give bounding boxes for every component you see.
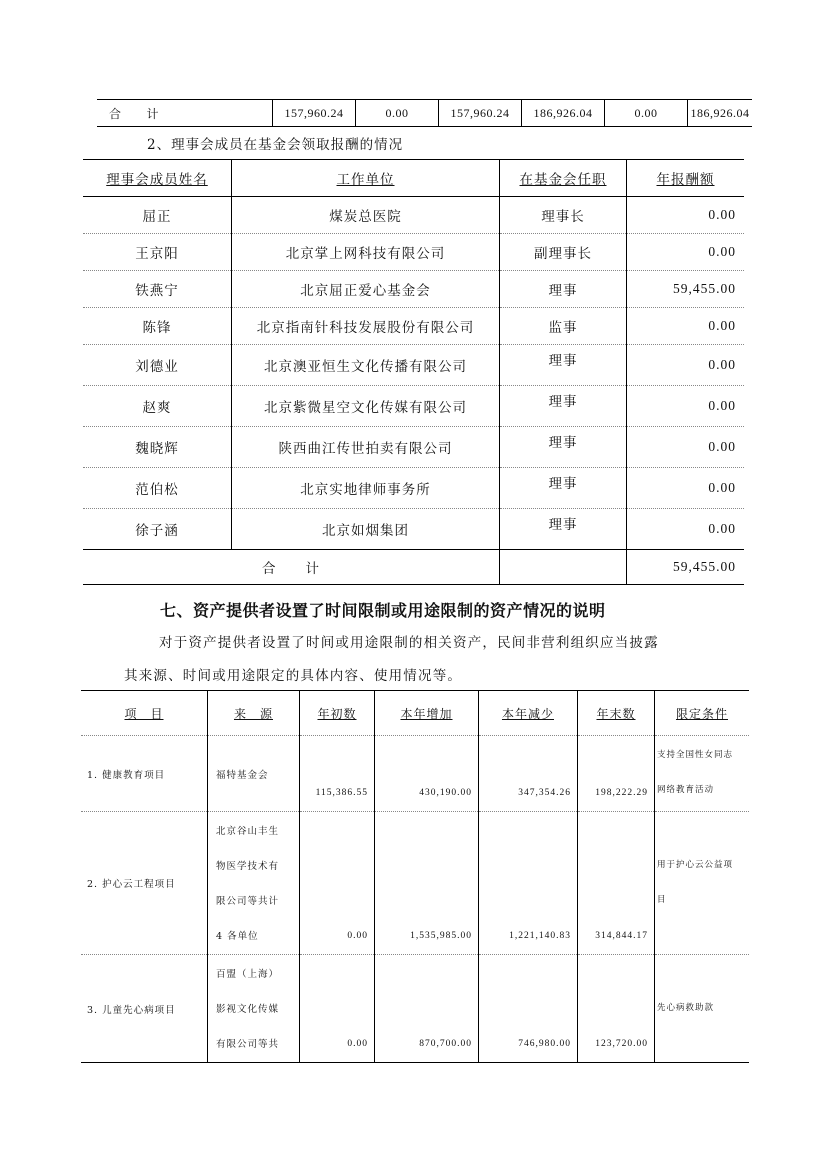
director-pay: 0.00: [627, 308, 745, 345]
asset-end: 123,720.00: [578, 955, 655, 1063]
asset-source: 福特基金会: [208, 736, 300, 812]
director-unit: 北京实地律师事务所: [232, 468, 500, 509]
table-row: [83, 234, 744, 271]
asset-end: 314,844.17: [578, 812, 655, 955]
total-value: 157,960.24: [273, 100, 356, 127]
director-pay: 0.00: [627, 345, 745, 386]
director-unit: 北京掌上网科技有限公司: [232, 234, 500, 271]
table-row: [83, 345, 744, 386]
director-unit: 陕西曲江传世拍卖有限公司: [232, 427, 500, 468]
asset-begin: 0.00: [300, 812, 375, 955]
asset-increase: 430,190.00: [375, 736, 479, 812]
table-row: [83, 427, 744, 468]
section2-heading: 2、理事会成员在基金会领取报酬的情况: [147, 137, 404, 153]
table-row: [83, 197, 744, 234]
director-name: 屈正: [83, 197, 232, 234]
director-unit: 北京紫微星空文化传媒有限公司: [232, 386, 500, 427]
director-position: 理事长: [500, 197, 627, 234]
header-end: 年末数: [578, 691, 655, 736]
total-value: 0.00: [356, 100, 439, 127]
asset-source: 百盟（上海） 影视文化传媒 有限公司等共: [208, 955, 300, 1063]
restricted-assets-table: [81, 690, 749, 1063]
header-pay: 年报酬额: [627, 160, 745, 197]
header-position: 在基金会任职: [500, 160, 627, 197]
director-name: 赵爽: [83, 386, 232, 427]
asset-condition: 支持全国性女同志 网络教育活动: [655, 736, 750, 812]
header-source: 来 源: [208, 691, 300, 736]
director-name: 铁燕宁: [83, 271, 232, 308]
section7-heading: 七、资产提供者设置了时间限制或用途限制的资产情况的说明: [160, 601, 606, 620]
director-position: 理事: [500, 427, 627, 468]
director-unit: 北京指南针科技发展股份有限公司: [232, 308, 500, 345]
director-name: 刘德业: [83, 345, 232, 386]
header-name: 理事会成员姓名: [83, 160, 232, 197]
table-row: [83, 509, 744, 550]
director-position: 理事: [500, 386, 627, 427]
asset-item: 3. 儿童先心病项目: [81, 955, 208, 1063]
header-unit: 工作单位: [232, 160, 500, 197]
header-begin: 年初数: [300, 691, 375, 736]
director-pay: 0.00: [627, 509, 745, 550]
table-row: [81, 955, 749, 1063]
asset-decrease: 347,354.26: [479, 736, 578, 812]
asset-source: 北京谷山丰生 物医学技术有 限公司等共计 4 各单位: [208, 812, 300, 955]
director-position: 理事: [500, 509, 627, 550]
director-position: 监事: [500, 308, 627, 345]
asset-condition: 用于护心云公益项 目: [655, 812, 750, 955]
director-name: 王京阳: [83, 234, 232, 271]
total-value: 186,926.04: [522, 100, 605, 127]
table-row: [81, 736, 749, 812]
table-row: [83, 271, 744, 308]
director-unit: 北京如烟集团: [232, 509, 500, 550]
asset-condition: 先心病救助款: [655, 955, 750, 1063]
table-row: [83, 386, 744, 427]
table-row: [83, 308, 744, 345]
director-unit: 北京澳亚恒生文化传播有限公司: [232, 345, 500, 386]
director-pay: 0.00: [627, 234, 745, 271]
section7-paragraph-line1: 对于资产提供者设置了时间或用途限制的相关资产，民间非营利组织应当披露: [159, 635, 659, 651]
header-decrease: 本年减少: [479, 691, 578, 736]
asset-increase: 1,535,985.00: [375, 812, 479, 955]
total-value: 0.00: [605, 100, 688, 127]
asset-begin: 115,386.55: [300, 736, 375, 812]
previous-table-total-row: [97, 99, 752, 127]
director-name: 陈锋: [83, 308, 232, 345]
director-pay: 59,455.00: [627, 271, 745, 308]
table-header-row: [81, 691, 749, 736]
total-value: 157,960.24: [439, 100, 522, 127]
section7-paragraph-line2: 其来源、时间或用途限定的具体内容、使用情况等。: [124, 668, 463, 684]
table-total-row: [83, 550, 744, 585]
total-empty-cell: [500, 550, 627, 585]
asset-increase: 870,700.00: [375, 955, 479, 1063]
total-label: 合 计: [83, 550, 500, 585]
total-label: 合 计: [97, 100, 273, 127]
director-pay: 0.00: [627, 197, 745, 234]
header-condition: 限定条件: [655, 691, 750, 736]
asset-item: 2. 护心云工程项目: [81, 812, 208, 955]
director-position: 理事: [500, 468, 627, 509]
director-position: 理事: [500, 345, 627, 386]
table-row: [81, 812, 749, 955]
total-pay: 59,455.00: [627, 550, 745, 585]
directors-compensation-table: [83, 159, 744, 585]
header-increase: 本年增加: [375, 691, 479, 736]
director-position: 理事: [500, 271, 627, 308]
total-value: 186,926.04: [688, 100, 753, 127]
asset-end: 198,222.29: [578, 736, 655, 812]
table-row: [83, 468, 744, 509]
director-pay: 0.00: [627, 468, 745, 509]
director-name: 魏晓辉: [83, 427, 232, 468]
header-item: 项 目: [81, 691, 208, 736]
director-unit: 北京屈正爱心基金会: [232, 271, 500, 308]
asset-decrease: 1,221,140.83: [479, 812, 578, 955]
asset-decrease: 746,980.00: [479, 955, 578, 1063]
asset-item: 1. 健康教育项目: [81, 736, 208, 812]
director-position: 副理事长: [500, 234, 627, 271]
table-header-row: [83, 160, 744, 197]
director-pay: 0.00: [627, 386, 745, 427]
director-name: 徐子涵: [83, 509, 232, 550]
director-name: 范伯松: [83, 468, 232, 509]
asset-begin: 0.00: [300, 955, 375, 1063]
director-unit: 煤炭总医院: [232, 197, 500, 234]
director-pay: 0.00: [627, 427, 745, 468]
